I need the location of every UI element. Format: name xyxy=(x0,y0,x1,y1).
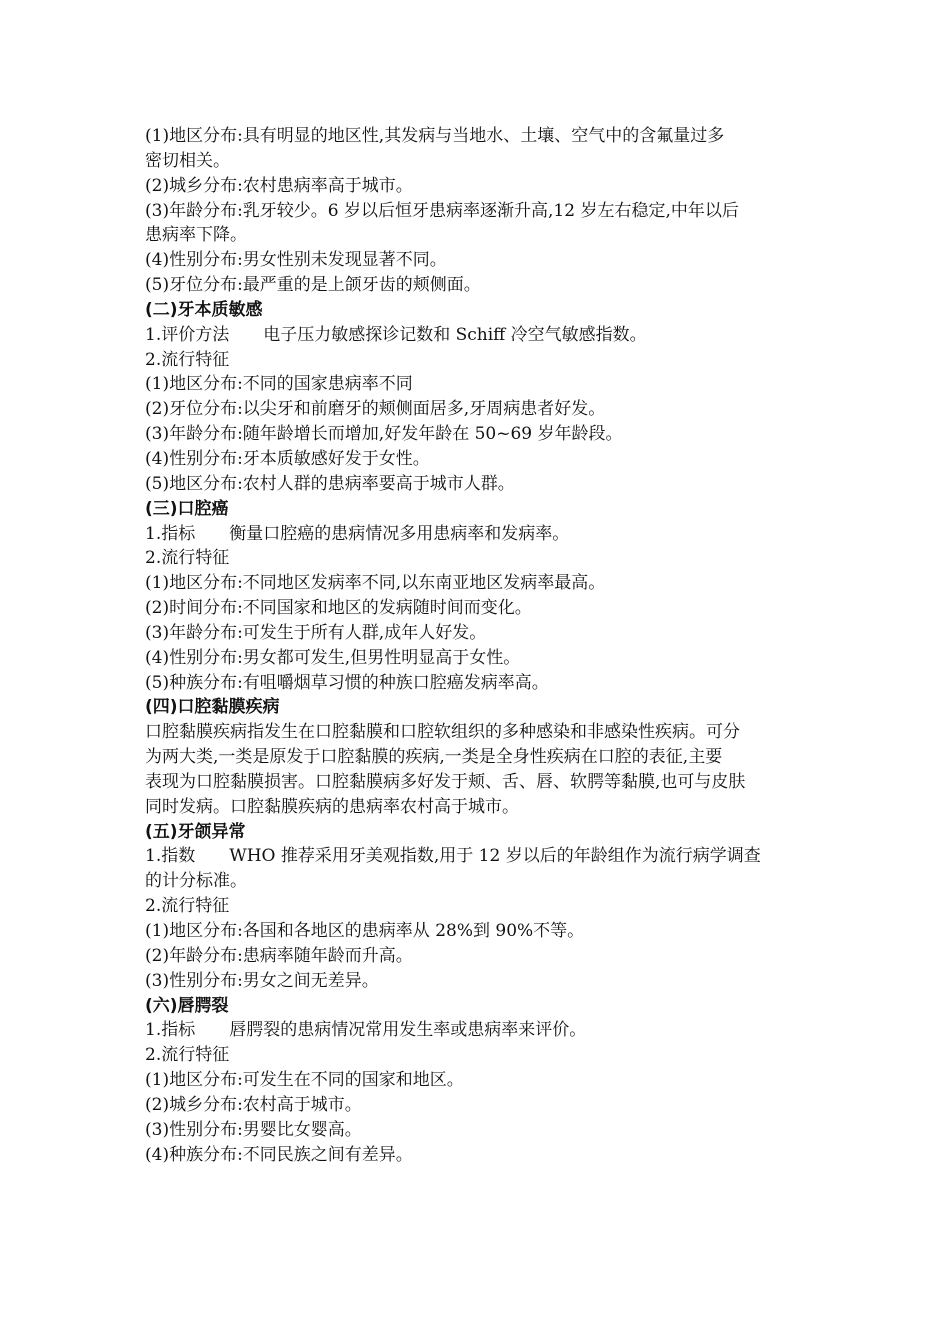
text-line: 1.评价方法 电子压力敏感探诊记数和 Schiff 冷空气敏感指数。 xyxy=(145,324,647,345)
section-heading: (二)牙本质敏感 xyxy=(145,299,263,320)
text-line: 2.流行特征 xyxy=(145,548,230,569)
text-line: 1.指标 衡量口腔癌的患病情况多用患病率和发病率。 xyxy=(145,523,570,544)
text-line: (4)性别分布:牙本质敏感好发于女性。 xyxy=(145,448,430,469)
text-line: (4)性别分布:男女性别未发现显著不同。 xyxy=(145,250,447,271)
text-line: (1)地区分布:各国和各地区的患病率从 28%到 90%不等。 xyxy=(145,921,585,941)
text-line: (2)牙位分布:以尖牙和前磨牙的颊侧面居多,牙周病患者好发。 xyxy=(145,399,606,420)
text-line: (4)性别分布:男女都可发生,但男性明显高于女性。 xyxy=(145,647,521,668)
text-line: 同时发病。口腔黏膜疾病的患病率农村高于城市。 xyxy=(145,796,519,817)
text-line: (3)年龄分布:随年龄增长而增加,好发年龄在 50~69 岁年龄段。 xyxy=(145,424,623,445)
text-line: (3)年龄分布:可发生于所有人群,成年人好发。 xyxy=(145,622,487,643)
text-line: (5)种族分布:有咀嚼烟草习惯的种族口腔癌发病率高。 xyxy=(145,672,549,693)
section-heading: (六)唇腭裂 xyxy=(145,995,229,1016)
section-heading: (四)口腔黏膜疾病 xyxy=(145,697,280,718)
text-line: 的计分标准。 xyxy=(145,871,247,892)
text-line: (1)地区分布:可发生在不同的国家和地区。 xyxy=(145,1070,464,1091)
text-line: (1)地区分布:不同的国家患病率不同 xyxy=(145,374,413,395)
text-line: 1.指标 唇腭裂的患病情况常用发生率或患病率来评价。 xyxy=(145,1020,587,1041)
text-line: (2)年龄分布:患病率随年龄而升高。 xyxy=(145,945,413,966)
text-line: (1)地区分布:具有明显的地区性,其发病与当地水、土壤、空气中的含氟量过多 xyxy=(145,126,725,146)
text-line: (3)性别分布:男女之间无差异。 xyxy=(145,970,379,991)
text-line: (2)城乡分布:农村患病率高于城市。 xyxy=(145,175,413,196)
section-heading: (五)牙颌异常 xyxy=(145,821,246,842)
text-line: 1.指数 WHO 推荐采用牙美观指数,用于 12 岁以后的年龄组作为流行病学调查 xyxy=(145,846,761,867)
text-line: 口腔黏膜疾病指发生在口腔黏膜和口腔软组织的多种感染和非感染性疾病。可分 xyxy=(145,722,740,743)
section-heading: (三)口腔癌 xyxy=(145,498,229,519)
text-line: 2.流行特征 xyxy=(145,1045,230,1066)
text-line: (1)地区分布:不同地区发病率不同,以东南亚地区发病率最高。 xyxy=(145,573,606,594)
text-line: 2.流行特征 xyxy=(145,349,230,370)
text-line: (2)城乡分布:农村高于城市。 xyxy=(145,1094,362,1115)
text-line: (3)年龄分布:乳牙较少。6 岁以后恒牙患病率逐渐升高,12 岁左右稳定,中年以后 xyxy=(145,200,739,221)
text-line: 患病率下降。 xyxy=(145,225,247,246)
text-line: 为两大类,一类是原发于口腔黏膜的疾病,一类是全身性疾病在口腔的表征,主要 xyxy=(145,747,723,768)
text-line: (4)种族分布:不同民族之间有差异。 xyxy=(145,1144,413,1165)
text-line: (5)地区分布:农村人群的患病率要高于城市人群。 xyxy=(145,473,515,494)
text-line: (3)性别分布:男婴比女婴高。 xyxy=(145,1119,362,1140)
document-page xyxy=(145,124,810,1167)
text-line: 2.流行特征 xyxy=(145,896,230,917)
text-line: 表现为口腔黏膜损害。口腔黏膜病多好发于颊、舌、唇、软腭等黏膜,也可与皮肤 xyxy=(145,771,746,792)
text-line: (2)时间分布:不同国家和地区的发病随时间而变化。 xyxy=(145,598,532,619)
text-line: (5)牙位分布:最严重的是上颌牙齿的颊侧面。 xyxy=(145,275,481,296)
text-line: 密切相关。 xyxy=(145,150,230,171)
